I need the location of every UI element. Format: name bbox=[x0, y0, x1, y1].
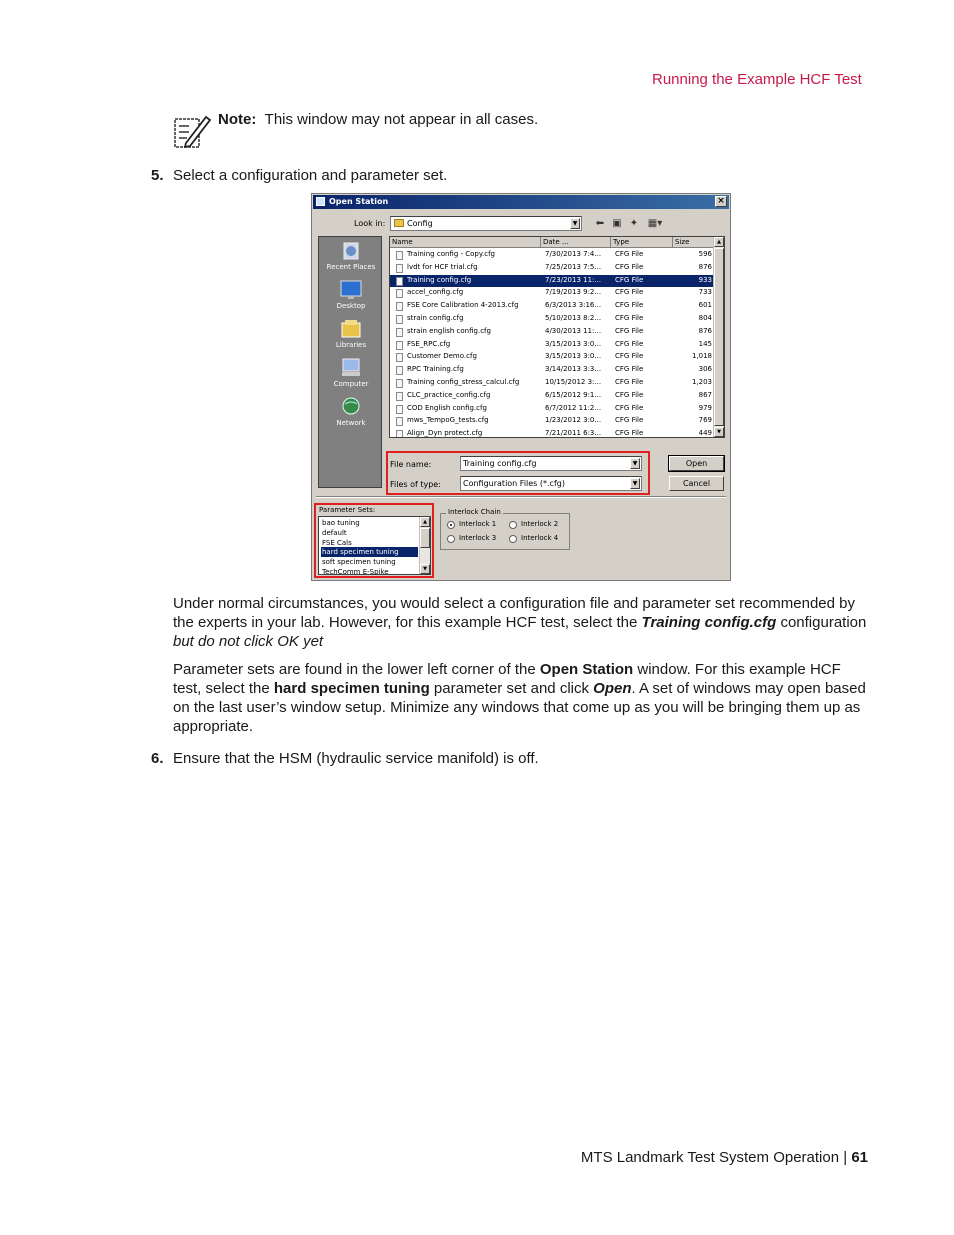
scroll-down-icon[interactable]: ▼ bbox=[420, 564, 430, 574]
file-size: 601 bbox=[698, 301, 712, 310]
up-folder-icon[interactable]: ▣ bbox=[612, 218, 622, 229]
file-size: 804 bbox=[698, 314, 712, 322]
file-type: CFG File bbox=[615, 275, 644, 284]
file-size: 306 bbox=[698, 365, 712, 374]
place-label: Computer bbox=[333, 380, 369, 388]
file-date: 5/10/2013 8:2... bbox=[545, 314, 602, 322]
note bbox=[218, 111, 538, 128]
file-row[interactable] bbox=[390, 403, 714, 416]
libraries-icon bbox=[340, 319, 362, 339]
file-name-field[interactable] bbox=[460, 456, 642, 471]
footer-doc-title: MTS Landmark Test System Operation | bbox=[580, 1149, 848, 1166]
interlock-2-label: Interlock 2 bbox=[521, 520, 559, 528]
file-size: 1,203 bbox=[691, 378, 712, 386]
open-station-dialog bbox=[311, 193, 731, 581]
file-name: RPC Training.cfg bbox=[407, 365, 464, 374]
file-size: 145 bbox=[698, 339, 712, 348]
view-menu-icon[interactable]: ▦▾ bbox=[647, 218, 663, 229]
file-list[interactable] bbox=[389, 236, 725, 438]
file-name-label: File name: bbox=[390, 460, 432, 469]
file-icon bbox=[396, 328, 403, 337]
interlock-chain-group bbox=[440, 508, 570, 550]
scroll-up-icon[interactable]: ▲ bbox=[714, 237, 724, 247]
file-row[interactable] bbox=[390, 415, 714, 428]
paragraph-2 bbox=[173, 660, 873, 736]
file-size: 769 bbox=[698, 416, 712, 425]
file-size: 596 bbox=[698, 250, 712, 258]
note-pencil-icon bbox=[172, 111, 212, 151]
file-size: 733 bbox=[698, 288, 712, 297]
places-bar bbox=[318, 236, 382, 488]
file-name: mws_TempoG_tests.cfg bbox=[407, 416, 489, 425]
file-name: Training config - Copy.cfg bbox=[407, 250, 495, 258]
file-date: 4/30/2013 11:... bbox=[545, 326, 602, 335]
file-name: COD English config.cfg bbox=[407, 403, 487, 412]
file-type: CFG File bbox=[615, 416, 644, 425]
interlock-chain-label: Interlock Chain bbox=[448, 508, 501, 516]
folder-icon bbox=[394, 219, 404, 227]
app-icon bbox=[316, 197, 325, 206]
file-row[interactable] bbox=[390, 287, 714, 300]
column-header-date[interactable]: Date ... bbox=[541, 237, 611, 248]
place-recent[interactable] bbox=[319, 241, 383, 271]
text-run: . A set of windows may open based on the last user’s window setup. Minimize any windows that come up as you will be bringing them up as appropriate. bbox=[173, 680, 866, 735]
file-type: CFG File bbox=[615, 429, 644, 438]
file-row[interactable] bbox=[390, 339, 714, 352]
file-name: Training config.cfg bbox=[407, 275, 472, 284]
note-text: This window may not appear in all cases. bbox=[264, 111, 539, 128]
step-number: 5. bbox=[151, 167, 164, 184]
file-icon bbox=[396, 251, 403, 260]
close-button[interactable]: × bbox=[715, 196, 727, 207]
parameter-set-item[interactable]: hard specimen tuning bbox=[321, 547, 418, 557]
look-in-combo[interactable] bbox=[390, 216, 582, 231]
parameter-list-scrollbar[interactable] bbox=[419, 517, 430, 574]
file-icon bbox=[396, 277, 403, 286]
step-number: 6. bbox=[151, 750, 164, 767]
file-date: 7/19/2013 9:2... bbox=[545, 288, 602, 297]
file-date: 7/23/2013 11:... bbox=[545, 275, 602, 284]
dialog-title: Open Station bbox=[329, 197, 389, 206]
new-folder-icon[interactable]: ✦ bbox=[629, 218, 639, 229]
page-footer bbox=[581, 1149, 868, 1166]
interlock-4-radio[interactable] bbox=[509, 535, 517, 543]
network-icon bbox=[340, 397, 362, 417]
scroll-thumb[interactable] bbox=[420, 528, 430, 548]
section-header: Running the Example HCF Test bbox=[652, 71, 862, 88]
file-name: strain config.cfg bbox=[407, 314, 464, 322]
recent-places-icon bbox=[340, 241, 362, 261]
file-icon bbox=[396, 341, 403, 350]
step-text: Ensure that the HSM (hydraulic service manifold) is off. bbox=[173, 750, 539, 767]
file-date: 10/15/2012 3:... bbox=[545, 378, 602, 386]
files-of-type-select[interactable] bbox=[460, 476, 642, 491]
interlock-3-label: Interlock 3 bbox=[459, 534, 497, 542]
file-icon bbox=[396, 315, 403, 324]
back-icon[interactable]: ⬅ bbox=[595, 218, 605, 229]
look-in-value: Config bbox=[407, 219, 433, 228]
file-row[interactable] bbox=[390, 377, 714, 390]
files-of-type-label: Files of type: bbox=[390, 480, 441, 489]
file-size: 449 bbox=[698, 429, 712, 438]
text-run: parameter set and click bbox=[429, 680, 594, 697]
text-run: window. For this example HCF test, select the bbox=[173, 661, 841, 697]
file-type: CFG File bbox=[615, 262, 644, 271]
file-list-scrollbar[interactable] bbox=[713, 237, 724, 437]
interlock-1-label: Interlock 1 bbox=[459, 520, 497, 528]
place-label: Libraries bbox=[335, 341, 367, 349]
file-icon bbox=[396, 379, 403, 388]
interlock-1-radio[interactable] bbox=[447, 521, 455, 529]
files-of-type-value: Configuration Files (*.cfg) bbox=[463, 479, 565, 488]
file-row[interactable] bbox=[390, 390, 714, 403]
file-type: CFG File bbox=[615, 352, 644, 361]
column-header-type[interactable]: Type bbox=[611, 237, 673, 248]
file-date: 6/7/2012 11:2... bbox=[545, 403, 602, 412]
file-size: 1,018 bbox=[691, 352, 712, 361]
config-file-name: Training config.cfg bbox=[641, 614, 777, 631]
chevron-down-icon[interactable]: ▼ bbox=[630, 478, 640, 489]
chevron-down-icon[interactable]: ▼ bbox=[630, 458, 640, 469]
emphasis-text: but do not click OK yet bbox=[173, 633, 324, 650]
parameter-sets-list[interactable] bbox=[318, 516, 431, 575]
file-icon bbox=[396, 417, 403, 426]
page-number: 61 bbox=[851, 1149, 868, 1166]
parameter-set-item[interactable]: default bbox=[322, 528, 347, 537]
file-date: 3/14/2013 3:3... bbox=[545, 365, 602, 374]
file-row[interactable] bbox=[390, 351, 714, 364]
interlock-4-label: Interlock 4 bbox=[521, 534, 559, 542]
desktop-icon bbox=[340, 280, 362, 300]
place-computer[interactable] bbox=[319, 358, 383, 388]
step-6 bbox=[151, 750, 651, 770]
file-row[interactable] bbox=[390, 300, 714, 313]
file-date: 6/15/2012 9:1... bbox=[545, 390, 602, 399]
file-type: CFG File bbox=[615, 250, 644, 258]
file-name: CLC_practice_config.cfg bbox=[407, 390, 491, 399]
divider bbox=[316, 496, 726, 498]
scroll-thumb[interactable] bbox=[714, 248, 724, 426]
file-name: FSE_RPC.cfg bbox=[407, 339, 451, 348]
place-desktop[interactable] bbox=[319, 280, 383, 310]
text-run: configuration bbox=[776, 614, 867, 631]
parameter-set-item[interactable]: FSE Cals bbox=[322, 538, 352, 547]
column-header-name[interactable]: Name bbox=[390, 237, 541, 248]
file-size: 933 bbox=[698, 275, 712, 284]
file-type: CFG File bbox=[615, 288, 644, 297]
file-type: CFG File bbox=[615, 339, 644, 348]
file-row[interactable] bbox=[390, 428, 714, 438]
parameter-set-item[interactable]: TechComm E-Spike bbox=[322, 568, 389, 575]
file-name-value: Training config.cfg bbox=[463, 459, 537, 468]
computer-icon bbox=[340, 358, 362, 378]
place-label: Network bbox=[336, 419, 366, 427]
file-size: 876 bbox=[698, 262, 712, 271]
file-name: Align_Dyn protect.cfg bbox=[407, 429, 483, 438]
chevron-down-icon[interactable]: ▼ bbox=[570, 218, 580, 229]
file-row[interactable] bbox=[390, 275, 714, 288]
open-button[interactable]: Open bbox=[669, 456, 724, 471]
file-type: CFG File bbox=[615, 314, 644, 322]
parameter-sets-label: Parameter Sets: bbox=[319, 506, 376, 514]
file-row[interactable] bbox=[390, 326, 714, 339]
file-size: 876 bbox=[698, 326, 712, 335]
column-header-size[interactable]: Size bbox=[673, 237, 715, 248]
note-label: Note: bbox=[218, 111, 257, 128]
paragraph-1 bbox=[173, 594, 873, 651]
parameter-set-item[interactable]: soft specimen tuning bbox=[322, 558, 396, 567]
file-row[interactable] bbox=[390, 249, 714, 262]
place-libraries[interactable] bbox=[319, 319, 383, 349]
look-in-label: Look in: bbox=[354, 219, 386, 228]
file-icon bbox=[396, 430, 403, 438]
dialog-titlebar bbox=[313, 195, 729, 209]
file-name: lvdt for HCF trial.cfg bbox=[407, 262, 478, 271]
file-icon bbox=[396, 289, 403, 298]
scroll-up-icon[interactable]: ▲ bbox=[420, 517, 430, 527]
file-type: CFG File bbox=[615, 378, 644, 386]
window-name: Open Station bbox=[539, 661, 634, 678]
parameter-set-name: hard specimen tuning bbox=[273, 680, 430, 697]
file-icon bbox=[396, 405, 403, 414]
file-date: 7/30/2013 7:4... bbox=[545, 250, 602, 258]
file-size: 979 bbox=[698, 403, 712, 412]
step-5 bbox=[151, 167, 551, 187]
file-date: 3/15/2013 3:0... bbox=[545, 352, 602, 361]
interlock-3-radio[interactable] bbox=[447, 535, 455, 543]
file-type: CFG File bbox=[615, 403, 644, 412]
file-name: FSE Core Calibration 4-2013.cfg bbox=[407, 301, 519, 310]
file-icon bbox=[396, 353, 403, 362]
file-type: CFG File bbox=[615, 301, 644, 310]
file-name: strain english config.cfg bbox=[407, 326, 491, 335]
file-type: CFG File bbox=[615, 390, 644, 399]
file-name: accel_config.cfg bbox=[407, 288, 464, 297]
file-type: CFG File bbox=[615, 365, 644, 374]
text-run: Under normal circumstances, you would select a configuration file and parameter set recommended by the experts in your lab. However, for this example HCF test, select the bbox=[173, 595, 856, 631]
place-label: Recent Places bbox=[326, 263, 376, 271]
file-size: 867 bbox=[698, 390, 712, 399]
file-icon bbox=[396, 302, 403, 311]
cancel-button[interactable]: Cancel bbox=[669, 476, 724, 491]
file-date: 7/25/2013 7:5... bbox=[545, 262, 602, 271]
file-row[interactable] bbox=[390, 262, 714, 275]
step-text: Select a configuration and parameter set. bbox=[173, 167, 448, 184]
place-network[interactable] bbox=[319, 397, 383, 427]
file-name: Customer Demo.cfg bbox=[407, 352, 477, 361]
file-date: 1/23/2012 3:0... bbox=[545, 416, 602, 425]
file-row[interactable] bbox=[390, 313, 714, 326]
file-row[interactable] bbox=[390, 364, 714, 377]
file-icon bbox=[396, 392, 403, 401]
file-type: CFG File bbox=[615, 326, 644, 335]
place-label: Desktop bbox=[336, 302, 366, 310]
file-name: Training config_stress_calcul.cfg bbox=[407, 378, 520, 386]
file-icon bbox=[396, 264, 403, 273]
interlock-2-radio[interactable] bbox=[509, 521, 517, 529]
text-run: Parameter sets are found in the lower left corner of the bbox=[173, 661, 540, 678]
file-icon bbox=[396, 366, 403, 375]
parameter-set-item[interactable]: bao tuning bbox=[322, 519, 360, 527]
file-date: 7/21/2011 6:3... bbox=[545, 429, 602, 438]
button-name: Open bbox=[593, 680, 632, 697]
scroll-down-icon[interactable]: ▼ bbox=[714, 427, 724, 437]
file-date: 6/3/2013 3:16... bbox=[545, 301, 602, 310]
file-date: 3/15/2013 3:0... bbox=[545, 339, 602, 348]
